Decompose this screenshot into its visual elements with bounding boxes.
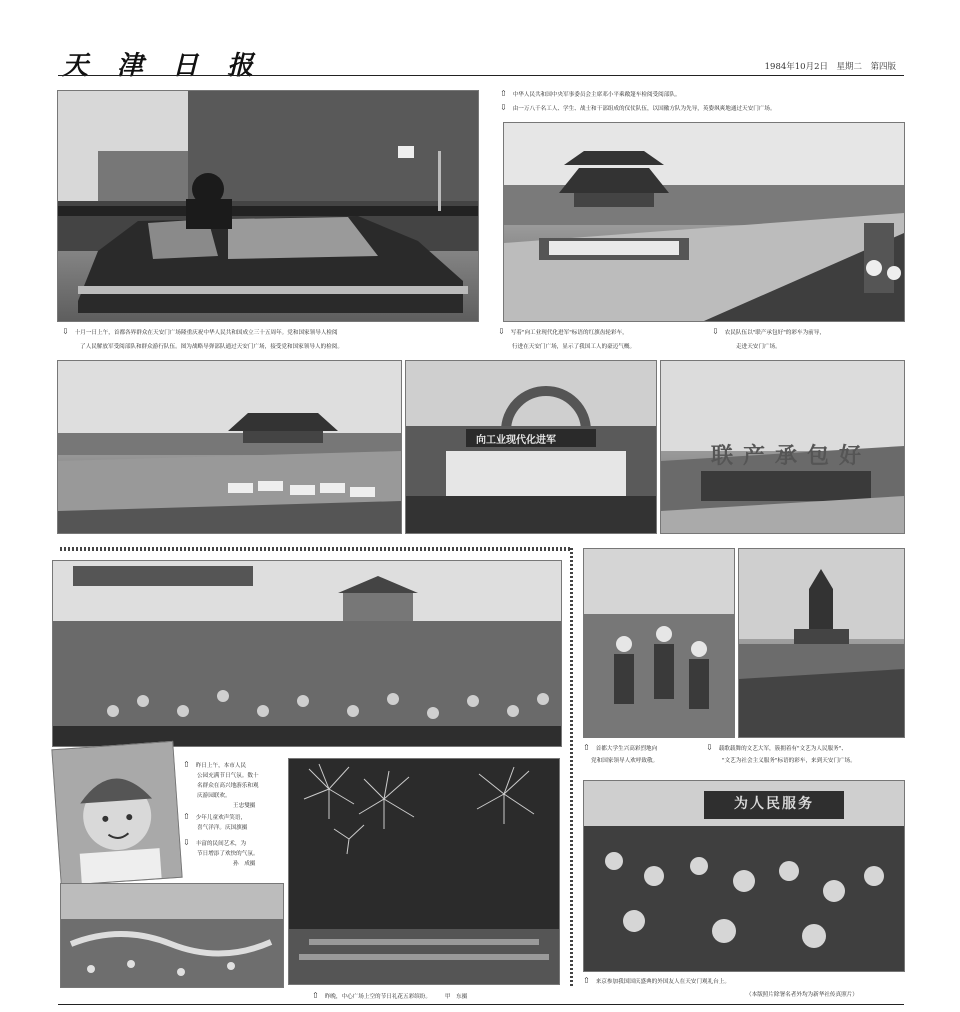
caption-children: ⇧ 少年儿童欢声笑语， 喜气洋洋。庆国旗摄 bbox=[183, 812, 248, 831]
banner-serve-people: 为人民服务 bbox=[734, 796, 814, 812]
photo-child-portrait bbox=[51, 741, 182, 886]
photo-people-park bbox=[52, 560, 562, 747]
newspaper-masthead: 天 津 日 报 bbox=[62, 51, 264, 81]
caption-gear-float-1: ⇩ 写着"向工业现代化进军"标语的红旗齿轮彩车， bbox=[498, 327, 628, 336]
caption-missile-parade-1: ⇩ 十月一日上午，首都各界群众在天安门广场隆重庆祝中华人民共和国成立三十五周年。党和国家领导人检阅 bbox=[62, 327, 338, 336]
caption-foreign-guests: ⇧ 来京参加我国国庆盛典的外国友人在天安门观礼台上。 bbox=[583, 976, 730, 985]
photo-fireworks bbox=[288, 758, 560, 985]
caption-missile-parade-2: 了人民解放军受阅部队和群众游行队伍。图为战略导弹部队通过天安门广场，接受党和国家领导人的检阅。 bbox=[80, 344, 343, 350]
caption-fireworks: ⇧ 昨晚，中心广场上空的节日礼花五彩缤纷。 甲 东摄 bbox=[312, 991, 468, 1000]
decorative-border-right bbox=[570, 548, 573, 988]
photo-students-cheer bbox=[583, 548, 735, 738]
photo-inspection-car bbox=[57, 90, 479, 322]
caption-park-joy: ⇧ 昨日上午，本市人民 公园充满节日气氛。数十 名群众在高兴地游乐和观 庆游园联欢。 王忠燮摄 bbox=[183, 760, 259, 809]
caption-art-troupe: ⇩ 载歌载舞的文艺大军，簇拥着有"文艺为人民服务"、 "文艺为社会主义服务"标语的彩车，来到天安门广场。 bbox=[706, 743, 856, 764]
caption-students: ⇧ 首都大学生兴高彩烈地向 党和国家领导人欢呼致敬。 bbox=[583, 743, 659, 764]
caption-gear-float-2: 行进在天安门广场，显示了我国工人的豪迈气概。 bbox=[512, 344, 636, 350]
decorative-border-top bbox=[60, 547, 572, 551]
caption-leader-review: ⇧ 中华人民共和国中央军事委员会主席邓小平乘敞篷车检阅受阅部队。 bbox=[500, 89, 681, 98]
header-rule bbox=[58, 75, 904, 76]
caption-farmer-float-1: ⇩ 农民队伍以"联产承包好"的彩车为前导， bbox=[712, 327, 825, 336]
photo-tiananmen-square bbox=[503, 122, 905, 322]
photo-missile-convoy bbox=[57, 360, 402, 534]
photo-dragon-dance bbox=[60, 883, 284, 988]
footer-rule bbox=[58, 1004, 904, 1005]
caption-farmer-float-2: 走进天安门广场。 bbox=[736, 344, 781, 350]
photo-farmer-float bbox=[660, 360, 905, 534]
banner-industry: 向工业现代化进军 bbox=[476, 435, 556, 446]
dateline: 1984年10月2日 星期二 第四版 bbox=[764, 62, 896, 72]
caption-honor-guard: ⇩ 由一万八千名工人、学生、战士和干部组成的仪仗队伍，以国徽方队为先导，英姿飒爽地通过天安门广场。 bbox=[500, 103, 776, 112]
photo-art-troupe bbox=[738, 548, 905, 738]
banner-contract: 联产承包好 bbox=[711, 443, 872, 469]
photo-gear-float bbox=[405, 360, 657, 534]
caption-folk-art: ⇩ 丰富的民间艺术，为 节日增添了欢快的气氛。 孙 成摄 bbox=[183, 838, 259, 867]
photo-foreign-guests bbox=[583, 780, 905, 972]
photo-credit: （本版照片除署名者外均为新华社传真照片） bbox=[746, 992, 858, 998]
